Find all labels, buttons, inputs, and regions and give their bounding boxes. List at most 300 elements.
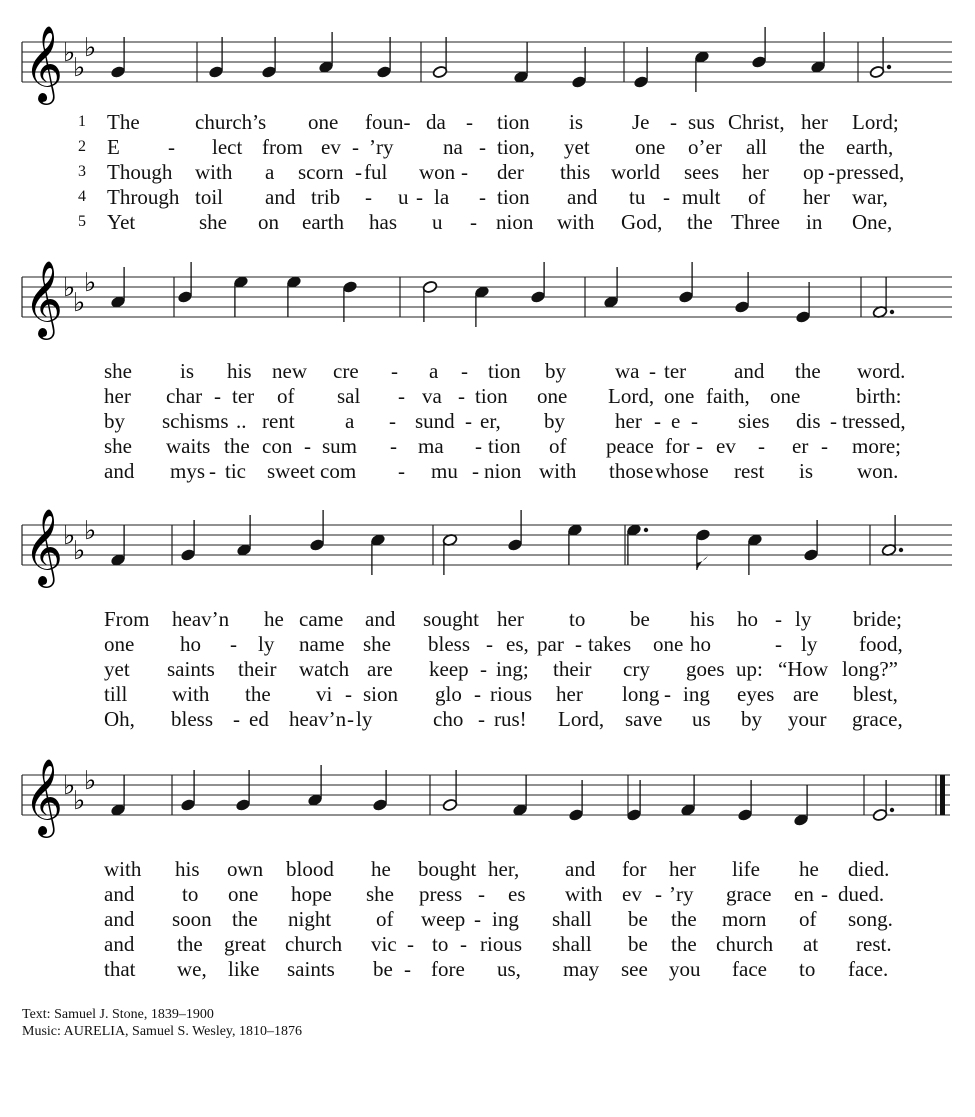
lyric-syllable: birth: — [856, 384, 902, 408]
lyric-line — [0, 384, 975, 409]
lyric-syllable: eyes — [737, 682, 775, 706]
key-signature-flats — [63, 268, 96, 318]
treble-clef-icon: 𝄞 — [24, 508, 64, 585]
verse-number: 1 — [78, 113, 86, 130]
lyric-syllable: save — [625, 707, 663, 731]
lyric-syllable: sal — [337, 384, 361, 408]
lyric-syllable: rent — [262, 409, 295, 433]
lyric-syllable: schisms — [162, 409, 229, 433]
lyric-syllable: mult — [682, 185, 721, 209]
lyric-syllable: to — [182, 882, 199, 906]
lyric-syllable: ho — [180, 632, 201, 656]
lyric-syllable: ing — [683, 682, 710, 706]
lyric-syllable: the — [245, 682, 271, 706]
lyric-syllable: is — [799, 459, 814, 483]
note — [370, 533, 386, 575]
note — [512, 775, 528, 817]
lyric-syllable: he — [264, 607, 284, 631]
lyric-syllable: tion — [488, 434, 521, 458]
note — [803, 520, 819, 562]
lyric-syllable: sought — [423, 607, 480, 631]
lyric-syllable: - — [233, 707, 240, 731]
lyric-syllable: this — [560, 160, 591, 184]
lyric-syllable: Lord, — [558, 707, 605, 731]
lyric-syllable: morn — [722, 907, 767, 931]
lyric-syllable: of — [549, 434, 567, 458]
music-credit: Music: AURELIA, Samuel S. Wesley, 1810–1876 — [22, 1024, 303, 1039]
lyric-syllable: va — [422, 384, 442, 408]
note — [633, 47, 649, 89]
lyric-syllable: bride; — [853, 607, 902, 631]
lyric-line — [0, 907, 975, 932]
svg-text:♭: ♭ — [84, 516, 97, 546]
note — [747, 533, 763, 575]
lyric-syllable: whose — [655, 459, 709, 483]
lyric-syllable: sus — [688, 110, 715, 134]
key-signature-flats — [63, 766, 96, 816]
note — [177, 262, 193, 304]
lyric-syllable: na — [443, 135, 463, 159]
lyric-syllable: of — [748, 185, 766, 209]
note — [235, 770, 251, 812]
lyric-syllable: ly — [801, 632, 818, 656]
lyric-syllable: church — [285, 932, 343, 956]
lyric-syllable: one — [653, 632, 684, 656]
svg-text:♭: ♭ — [63, 273, 76, 303]
lyric-syllable: trib — [311, 185, 341, 209]
lyric-syllable: vi — [316, 682, 333, 706]
lyric-syllable: dis — [796, 409, 821, 433]
svg-text:♭: ♭ — [84, 268, 97, 298]
svg-text:♭: ♭ — [84, 33, 97, 63]
lyric-syllable: ev — [622, 882, 642, 906]
lyric-syllable: heav’n — [172, 607, 230, 631]
lyric-syllable: e — [671, 409, 681, 433]
lyric-syllable: her — [801, 110, 828, 134]
text-credit: Text: Samuel J. Stone, 1839–1900 — [22, 1007, 214, 1022]
lyric-syllable: her — [669, 857, 696, 881]
note — [695, 528, 711, 570]
lyric-syllable: may — [563, 957, 600, 981]
note — [110, 267, 126, 309]
lyric-syllable: she — [366, 882, 394, 906]
lyric-line — [0, 957, 975, 982]
lyric-syllable: watch — [299, 657, 350, 681]
note — [810, 32, 826, 74]
lyric-syllable: those — [609, 459, 654, 483]
staff-lines — [22, 277, 952, 317]
lyric-syllable: own — [227, 857, 264, 881]
lyric-syllable: by — [545, 359, 566, 383]
lyric-syllable: she — [363, 632, 391, 656]
lyric-syllable: to — [569, 607, 586, 631]
lyric-syllable: - — [304, 434, 311, 458]
lyric-syllable: cho — [433, 707, 464, 731]
hymn-credits — [22, 1006, 302, 1040]
lyric-syllable: - — [398, 384, 405, 408]
lyric-syllable: won. — [857, 459, 899, 483]
lyric-syllable: is — [180, 359, 195, 383]
lyric-syllable: glo — [435, 682, 462, 706]
lyric-syllable: to — [799, 957, 816, 981]
lyric-syllable: rious — [480, 932, 522, 956]
note — [513, 42, 529, 84]
lyric-syllable: for — [622, 857, 647, 881]
lyric-syllable: Lord; — [852, 110, 899, 134]
lyric-syllable: one — [228, 882, 259, 906]
lyric-syllable: - — [478, 707, 485, 731]
lyric-syllable: the — [671, 932, 697, 956]
lyric-syllable: ed — [249, 707, 269, 731]
lyric-syllable: weep — [421, 907, 466, 931]
lyric-syllable: by — [104, 409, 125, 433]
lyric-syllable: Je — [632, 110, 650, 134]
lyric-syllable: tion — [497, 185, 530, 209]
lyric-syllable: tu — [629, 185, 646, 209]
note — [793, 785, 809, 827]
lyric-syllable: ter — [232, 384, 255, 408]
lyric-syllable: es, — [506, 632, 529, 656]
lyric-syllable: God, — [621, 210, 663, 234]
lyric-syllable: Lord, — [608, 384, 655, 408]
lyric-syllable: life — [732, 857, 760, 881]
lyric-syllable: till — [104, 682, 128, 706]
lyric-syllable: one — [635, 135, 666, 159]
treble-clef-icon: 𝄞 — [24, 758, 64, 835]
lyric-syllable: word. — [857, 359, 906, 383]
lyric-syllable: yet — [104, 657, 130, 681]
lyric-syllable: One, — [852, 210, 893, 234]
lyric-syllable: tic — [225, 459, 246, 483]
lyric-syllable: blest, — [853, 682, 898, 706]
lyric-syllable: be — [628, 907, 648, 931]
key-signature-flats — [63, 33, 96, 83]
lyric-syllable: nion — [484, 459, 522, 483]
note — [567, 523, 583, 565]
lyric-syllable: we, — [177, 957, 207, 981]
lyric-syllable: faith, — [706, 384, 750, 408]
lyric-syllable: der — [497, 160, 524, 184]
lyric-syllable: ing; — [496, 657, 529, 681]
svg-text:♭: ♭ — [73, 786, 86, 816]
lyric-syllable: and — [265, 185, 296, 209]
lyric-syllable: - — [828, 160, 835, 184]
lyric-syllable: .. — [236, 409, 247, 433]
lyric-syllable: and — [104, 907, 135, 931]
lyric-line — [0, 110, 975, 135]
lyric-syllable: all — [746, 135, 767, 159]
lyric-syllable: the — [177, 932, 203, 956]
verse-number: 3 — [78, 163, 86, 180]
lyric-syllable: rest — [734, 459, 765, 483]
lyric-syllable: - — [407, 932, 414, 956]
lyric-line — [0, 607, 975, 632]
lyric-syllable: - — [461, 359, 468, 383]
lyric-syllable: see — [621, 957, 648, 981]
lyric-syllable: o’er — [688, 135, 722, 159]
lyric-syllable: takes — [588, 632, 632, 656]
lyric-syllable: rus! — [494, 707, 527, 731]
lyric-syllable: - — [347, 707, 354, 731]
lyric-syllable: long — [622, 682, 660, 706]
lyric-syllable: Through — [107, 185, 180, 209]
lyric-syllable: hope — [291, 882, 332, 906]
lyric-syllable: of — [376, 907, 394, 931]
lyric-line — [0, 160, 975, 185]
lyric-syllable: with — [195, 160, 233, 184]
lyric-syllable: to — [432, 932, 449, 956]
lyric-syllable: toil — [195, 185, 224, 209]
lyric-syllable: song. — [848, 907, 893, 931]
note — [307, 765, 323, 807]
lyric-syllable: and — [104, 932, 135, 956]
lyric-syllable: their — [238, 657, 277, 681]
lyric-syllable: his — [690, 607, 715, 631]
lyric-syllable: es — [508, 882, 526, 906]
lyric-syllable: war, — [852, 185, 888, 209]
note — [318, 32, 334, 74]
lyric-syllable: tion — [497, 110, 530, 134]
lyric-syllable: - — [654, 409, 661, 433]
lyric-syllable: at — [803, 932, 819, 956]
lyric-syllable: be — [630, 607, 650, 631]
lyric-syllable: one — [537, 384, 568, 408]
lyric-syllable: of — [277, 384, 295, 408]
lyric-syllable: con — [262, 434, 293, 458]
lyric-syllable: From — [104, 607, 150, 631]
lyric-syllable: ly — [795, 607, 812, 631]
note — [603, 267, 619, 309]
lyric-syllable: his — [175, 857, 200, 881]
lyric-syllable: sion — [363, 682, 399, 706]
verse-number: 2 — [78, 138, 86, 155]
note — [342, 280, 358, 322]
note — [571, 47, 587, 89]
svg-text:♭: ♭ — [84, 766, 97, 796]
note — [110, 37, 126, 79]
lyric-syllable: bought — [418, 857, 477, 881]
lyric-syllable: - — [670, 110, 677, 134]
lyric-syllable: he — [799, 857, 819, 881]
lyric-syllable: - — [391, 359, 398, 383]
lyric-syllable: tion — [475, 384, 508, 408]
lyric-syllable: - — [821, 882, 828, 906]
lyric-syllable: long?” — [842, 657, 898, 681]
lyric-syllable: one — [664, 384, 695, 408]
lyric-syllable: - — [460, 932, 467, 956]
lyric-syllable: bless — [171, 707, 213, 731]
lyric-syllable: sees — [684, 160, 719, 184]
lyric-syllable: world — [611, 160, 660, 184]
lyric-syllable: soon — [172, 907, 212, 931]
lyric-syllable: - — [230, 632, 237, 656]
note — [180, 520, 196, 562]
lyric-syllable: - — [758, 434, 765, 458]
lyric-syllable: - — [480, 657, 487, 681]
lyric-syllable: Though — [107, 160, 173, 184]
lyric-syllable: sies — [738, 409, 770, 433]
lyric-syllable: op — [803, 160, 824, 184]
lyric-line — [0, 632, 975, 657]
lyric-syllable: ful — [364, 160, 388, 184]
lyric-syllable: blood — [286, 857, 334, 881]
lyric-syllable: - — [345, 682, 352, 706]
lyric-syllable: has — [369, 210, 397, 234]
lyric-syllable: by — [544, 409, 565, 433]
lyric-syllable: ho — [690, 632, 711, 656]
lyric-syllable: of — [799, 907, 817, 931]
lyric-syllable: ’ry — [669, 882, 694, 906]
lyric-syllable: ev — [716, 434, 736, 458]
lyric-syllable: she — [104, 434, 132, 458]
lyric-syllable: - — [486, 632, 493, 656]
note — [530, 262, 546, 304]
lyric-syllable: vic — [371, 932, 397, 956]
lyric-syllable: and — [365, 607, 396, 631]
lyric-syllable: Christ, — [728, 110, 785, 134]
note — [236, 515, 252, 557]
lyric-line — [0, 882, 975, 907]
lyric-syllable: cre — [333, 359, 359, 383]
lyric-syllable: - — [390, 434, 397, 458]
lyric-syllable: are — [367, 657, 393, 681]
verse-number: 4 — [78, 188, 86, 205]
lyric-syllable: - — [472, 459, 479, 483]
lyric-syllable: - — [691, 409, 698, 433]
lyric-syllable: in — [806, 210, 823, 234]
lyric-syllable: her — [615, 409, 642, 433]
note — [737, 780, 753, 822]
note — [568, 780, 584, 822]
lyric-syllable: tion, — [497, 135, 535, 159]
lyric-syllable: the — [799, 135, 825, 159]
note — [872, 277, 894, 319]
lyric-syllable: - — [663, 185, 670, 209]
lyric-syllable: one — [770, 384, 801, 408]
lyric-syllable: the — [671, 907, 697, 931]
lyric-syllable: - — [478, 882, 485, 906]
lyric-syllable: press — [419, 882, 463, 906]
lyric-syllable: and — [565, 857, 596, 881]
lyric-syllable: name — [299, 632, 345, 656]
svg-text:♭: ♭ — [63, 38, 76, 68]
lyric-syllable: up: — [736, 657, 763, 681]
lyric-syllable: nion — [496, 210, 534, 234]
lyric-syllable: - — [575, 632, 582, 656]
lyric-syllable: ma — [418, 434, 444, 458]
note — [261, 37, 277, 79]
lyric-syllable: - — [465, 409, 472, 433]
lyric-syllable: tressed, — [842, 409, 906, 433]
lyric-syllable: came — [299, 607, 344, 631]
lyric-syllable: your — [788, 707, 827, 731]
lyric-syllable: and — [104, 459, 135, 483]
svg-text:♭: ♭ — [73, 536, 86, 566]
note — [110, 525, 126, 567]
verse-number: 5 — [78, 213, 86, 230]
lyric-syllable: grace — [726, 882, 772, 906]
lyric-syllable: saints — [287, 957, 335, 981]
lyric-line — [0, 682, 975, 707]
lyric-syllable: goes — [686, 657, 725, 681]
lyric-syllable: her — [742, 160, 769, 184]
lyric-syllable: com — [320, 459, 357, 483]
lyric-syllable: for — [665, 434, 690, 458]
lyric-syllable: u — [432, 210, 443, 234]
lyric-syllable: pressed, — [836, 160, 905, 184]
lyric-syllable: u — [398, 185, 409, 209]
lyric-syllable: won — [419, 160, 456, 184]
note — [734, 272, 750, 314]
lyric-syllable: one — [104, 632, 135, 656]
svg-text:♭: ♭ — [63, 521, 76, 551]
lyric-syllable: saints — [167, 657, 215, 681]
lyric-syllable: fore — [431, 957, 465, 981]
note — [422, 280, 438, 322]
lyric-syllable: and — [567, 185, 598, 209]
lyric-syllable: shall — [552, 932, 592, 956]
lyric-syllable: - — [458, 384, 465, 408]
note — [626, 523, 648, 565]
key-signature-flats — [63, 516, 96, 566]
note — [376, 37, 392, 79]
lyric-syllable: er — [792, 434, 809, 458]
lyric-syllable: - — [664, 682, 671, 706]
lyric-syllable: on — [258, 210, 279, 234]
lyric-syllable: the — [224, 434, 250, 458]
treble-clef-icon: 𝄞 — [24, 25, 64, 102]
lyric-syllable: - — [404, 957, 411, 981]
lyric-syllable: ter — [664, 359, 687, 383]
lyric-syllable: by — [741, 707, 762, 731]
lyric-syllable: you — [669, 957, 701, 981]
lyric-syllable: us, — [497, 957, 521, 981]
note — [507, 510, 523, 552]
lyric-syllable: like — [228, 957, 260, 981]
lyric-syllable: and — [734, 359, 765, 383]
lyric-syllable: mys — [170, 459, 206, 483]
lyric-syllable: from — [262, 135, 303, 159]
lyric-syllable: - — [474, 907, 481, 931]
lyric-line — [0, 359, 975, 384]
lyric-syllable: la — [434, 185, 450, 209]
lyric-syllable: - — [355, 160, 362, 184]
lyric-syllable: da — [426, 110, 446, 134]
note — [881, 515, 903, 557]
note — [309, 510, 325, 552]
lyric-syllable: - — [470, 210, 477, 234]
lyric-syllable: shall — [552, 907, 592, 931]
lyric-syllable: the — [687, 210, 713, 234]
lyric-syllable: waits — [166, 434, 211, 458]
lyric-syllable: Three — [731, 210, 780, 234]
lyric-syllable: with — [104, 857, 142, 881]
note — [180, 770, 196, 812]
lyric-syllable: en — [794, 882, 814, 906]
note — [286, 275, 302, 317]
lyric-syllable: she — [104, 359, 132, 383]
lyric-syllable: er, — [480, 409, 501, 433]
lyric-syllable: he — [371, 857, 391, 881]
lyric-syllable: her — [497, 607, 524, 631]
lyric-syllable: is — [569, 110, 584, 134]
lyric-syllable: with — [172, 682, 210, 706]
lyric-syllable: - — [416, 185, 423, 209]
note — [694, 50, 710, 92]
lyric-syllable: one — [308, 110, 339, 134]
lyric-syllable: - — [775, 607, 782, 631]
lyric-syllable: sweet — [267, 459, 315, 483]
